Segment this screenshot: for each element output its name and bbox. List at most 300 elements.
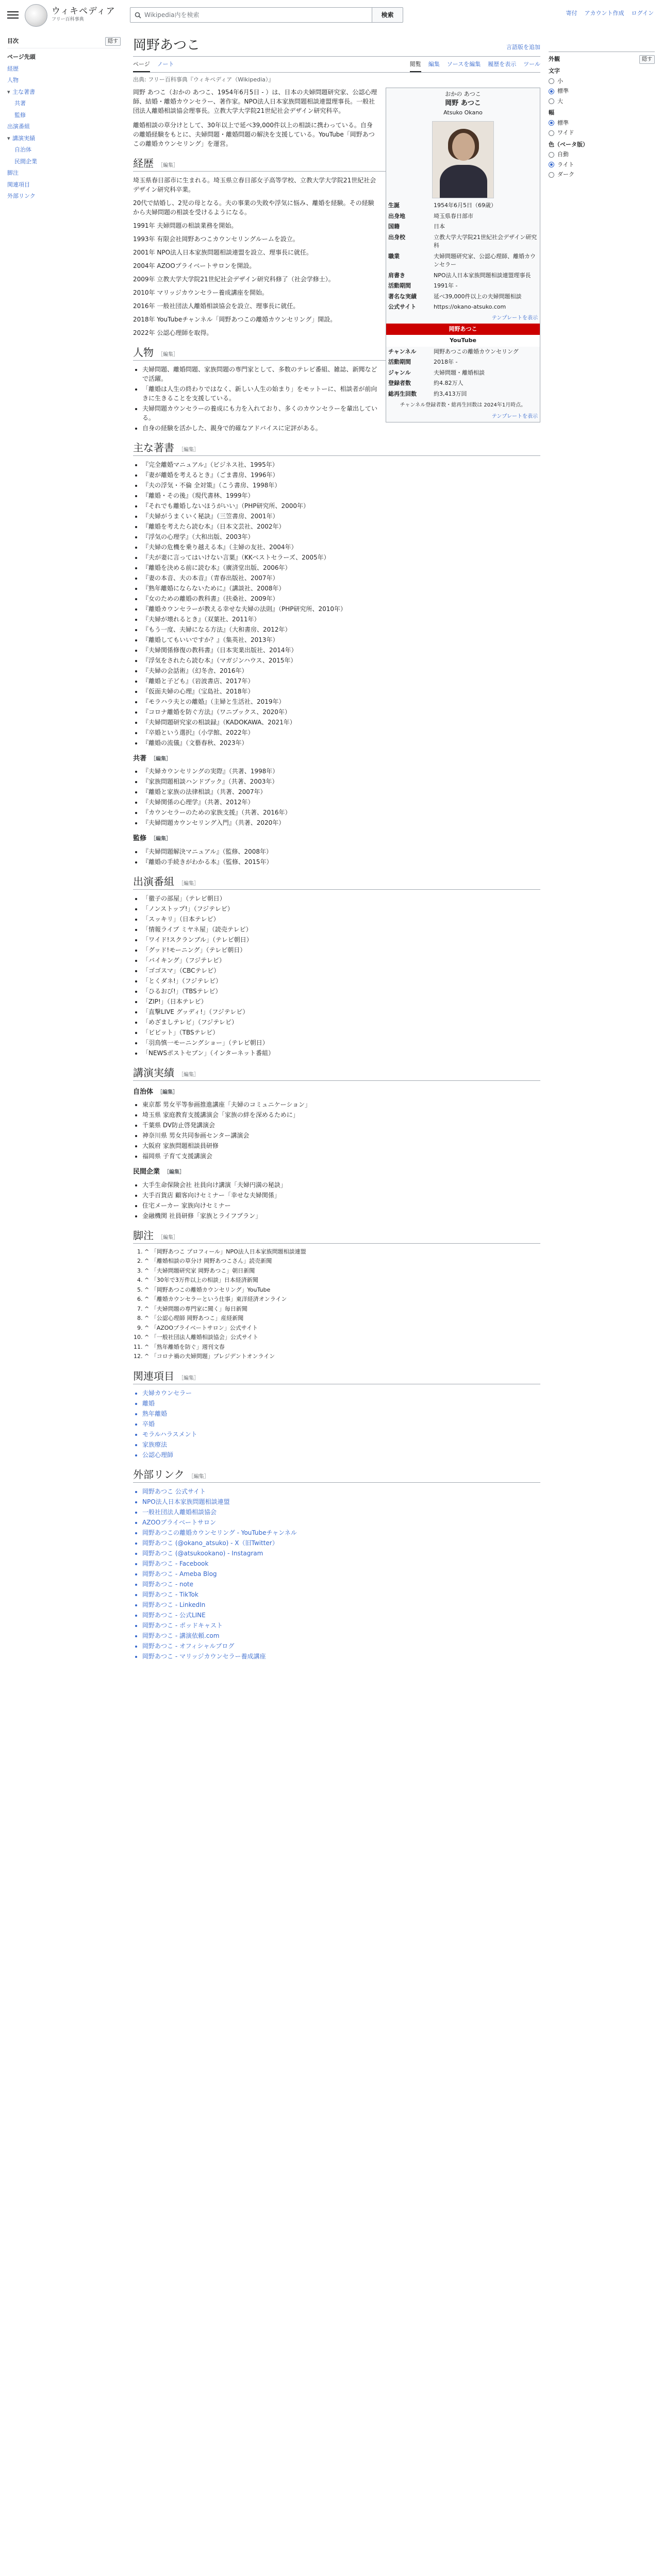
infobox-key: 活動期間: [388, 359, 411, 365]
book-item: • 『夫婦問題解決マニュアル』（監修、2008年）: [142, 847, 540, 856]
section-coauthor: [133, 754, 540, 764]
book-item: • 『夫の浮気・不倫 全対策』（こう書房、1998年）: [142, 481, 540, 490]
site-wordmark[interactable]: [52, 7, 115, 23]
edit-link[interactable]: ［編集］: [158, 1234, 178, 1241]
toc-item[interactable]: [7, 52, 121, 63]
youtube-band-subtitle: YouTube: [386, 335, 540, 347]
edit-link[interactable]: ［編集］: [178, 880, 199, 887]
section-person-title: 人物: [133, 346, 154, 359]
toc-item[interactable]: [7, 179, 121, 191]
color-option[interactable]: [549, 161, 655, 170]
infobox-value: 日本: [434, 223, 445, 230]
infobox-row: [386, 357, 540, 368]
related-link[interactable]: • モラルハラスメント: [142, 1430, 540, 1439]
text-size-option[interactable]: [549, 97, 655, 106]
toc-item-label: 講演実績: [12, 134, 35, 142]
tab-read[interactable]: 閲覧: [410, 58, 421, 73]
external-link[interactable]: • 岡野あつこの離婚カウンセリング - YouTubeチャンネル: [142, 1528, 540, 1537]
reference-item: 11. ^ 「熟年離婚を防ぐ」週刊文春: [144, 1343, 540, 1352]
gov-list: [133, 1100, 540, 1161]
section-gov-title: 自治体: [133, 1088, 154, 1096]
edit-link[interactable]: ［編集］: [157, 1089, 178, 1095]
title-row: [133, 37, 540, 57]
edit-link[interactable]: ［編集］: [188, 1473, 209, 1480]
infobox-value: 1954年6月5日（69歳）: [434, 202, 496, 209]
radio-icon[interactable]: [549, 172, 554, 178]
tab-history[interactable]: 履歴を表示: [488, 60, 517, 67]
toc-item-label: 関連項目: [7, 181, 30, 188]
infobox-key: 生誕: [388, 202, 400, 209]
infobox-key: 肩書き: [388, 272, 405, 279]
related-link[interactable]: • 熟年離婚: [142, 1409, 540, 1418]
radio-icon[interactable]: [549, 162, 554, 167]
color-option-label: ライト: [557, 161, 574, 168]
lecture-item: • 大阪府 家族問題相談員研修: [142, 1141, 540, 1150]
width-option-label: 標準: [557, 119, 569, 126]
section-supervise-title: 監修: [133, 835, 147, 842]
wordmark-tagline: フリー百科事典: [52, 17, 84, 22]
related-list: [133, 1388, 540, 1460]
infobox-value: NPO法人日本家族問題相談連盟理事長: [434, 272, 531, 279]
book-item: • 『離婚を決める前に読む本』（廣済堂出版、2006年）: [142, 563, 540, 572]
article-tagline: 出典: フリー百科事典『ウィキペディア（Wikipedia）』: [133, 76, 274, 83]
reference-item: 5. ^ 「岡野あつこの離婚カウンセリング」YouTube: [144, 1286, 540, 1295]
text-size-option-label: 小: [557, 77, 563, 84]
edit-link[interactable]: ［編集］: [164, 1170, 185, 1175]
toc-item-label: 主な著書: [12, 88, 35, 95]
career-entry: 2018年 YouTubeチャンネル「岡野あつこの離婚カウンセリング」開設。: [133, 315, 337, 323]
tab-talk[interactable]: ノート: [157, 60, 174, 67]
infobox-value: 夫婦問題研究家、公認心理師、離婚カウンセラー: [434, 252, 536, 268]
tab-edit-source[interactable]: ソースを編集: [446, 60, 481, 67]
book-item: • 『モラハラ夫との離婚』（主婦と生活社、2019年）: [142, 697, 540, 706]
infobox-row: [386, 281, 540, 292]
width-option[interactable]: [549, 119, 655, 128]
toc-item[interactable]: [7, 121, 121, 133]
reference-item: 1. ^ 「岡野あつこ プロフィール」NPO法人日本家族問題相談連盟: [144, 1248, 540, 1257]
book-item: • 『夫婦が壊れるとき』（双葉社、2011年）: [142, 615, 540, 624]
edit-link[interactable]: ［編集］: [178, 1072, 199, 1078]
notes-list: [133, 1248, 540, 1361]
appearance-hide-button[interactable]: 隠す: [639, 55, 655, 64]
lecture-item: • 千葉県 DV防止啓発講演会: [142, 1121, 540, 1130]
tab-edit[interactable]: 編集: [428, 60, 440, 67]
show-item: • 「ZIP!」（日本テレビ）: [142, 997, 540, 1006]
section-shows-title: 出演番組: [133, 875, 174, 888]
section-related: [133, 1369, 540, 1384]
add-language-button[interactable]: 言語版を追加: [506, 44, 540, 50]
book-item: • 『離婚してもいいですか？』（集英社、2013年）: [142, 635, 540, 645]
infobox-value: 夫婦問題・離婚相談: [434, 369, 485, 376]
list-item: • 夫婦問題カウンセラーの養成にも力を入れており、多くのカウンセラーを輩出している。: [142, 404, 540, 422]
external-link[interactable]: • 一般社団法人離婚相談協会: [142, 1507, 540, 1517]
user-links: [566, 9, 654, 18]
book-item: • 『離婚と子ども』（岩波書店、2017年）: [142, 676, 540, 686]
toc-item-label: 脚注: [7, 170, 19, 176]
infobox-row: [386, 302, 540, 313]
toc-item[interactable]: [7, 133, 121, 145]
section-corp-title: 民間企業: [133, 1168, 160, 1176]
book-item: • 『女のための離婚の教科書』（扶桑社、2009年）: [142, 594, 540, 603]
toc-item-label: 民間企業: [14, 158, 37, 165]
list-item: • 「離婚は人生の終わりではなく、新しい人生の始まり」をモットーに、相談者が前向きに生きることを支援している。: [142, 384, 540, 403]
toc-item[interactable]: [7, 144, 121, 156]
infobox-key: 著名な実績: [388, 293, 417, 300]
infobox-row: [386, 378, 540, 389]
lecture-item: • 金融機関 社員研修「家族とライフプラン」: [142, 1211, 540, 1221]
book-item: • 『夫婦関係の心理学』（共著、2012年）: [142, 798, 540, 807]
tab-tools[interactable]: ツール: [523, 60, 540, 67]
reference-item: 7. ^ 「夫婦問題の専門家に聞く」毎日新聞: [144, 1305, 540, 1314]
chevron-down-icon[interactable]: ▾: [7, 88, 10, 95]
tab-page[interactable]: ページ: [133, 58, 150, 73]
view-tabs: [410, 58, 540, 73]
infobox-row: [386, 251, 540, 270]
book-item: • 『夫婦の危機を乗り越える本』（主婦の友社、2004年）: [142, 543, 540, 552]
toc-title: 目次: [7, 38, 19, 44]
book-item: • 『夫が妻に言ってはいけない言葉』（KKベストセラーズ、2005年）: [142, 553, 540, 562]
external-link[interactable]: • 岡野あつこ - マリッジカウンセラー養成講座: [142, 1652, 540, 1661]
youtube-band-title: 岡野あつこ: [386, 324, 540, 335]
color-option-label: ダーク: [557, 171, 574, 178]
show-item: • 「ノンストップ!」（フジテレビ）: [142, 904, 540, 913]
career-entry: 埼玉県春日部市に生まれる。埼玉県立春日部女子高等学校、立教大学大学院21世紀社会デザイン研究科卒業。: [133, 176, 376, 193]
edit-link[interactable]: ［編集］: [158, 162, 178, 168]
career-entry: 2009年 立教大学大学院21世紀社会デザイン研究科修了（社会学修士）。: [133, 275, 335, 283]
book-item: • 『妻が離婚を考えるとき』（ごま書房、1996年）: [142, 470, 540, 480]
book-item: • 『離婚カウンセラーが教える幸せな夫婦の法則』（PHP研究所、2010年）: [142, 604, 540, 614]
related-link[interactable]: • 家族療法: [142, 1440, 540, 1449]
infobox-value: 立教大学大学院21世紀社会デザイン研究科: [434, 233, 537, 249]
external-link[interactable]: • 岡野あつこ - LinkedIn: [142, 1600, 540, 1609]
infobox-key: 登録者数: [388, 380, 411, 386]
book-item: • 『完全離婚マニュアル』（ビジネス社、1995年）: [142, 460, 540, 469]
infobox-kana: おかの あつこ: [445, 90, 481, 97]
namespace-tabs: [133, 58, 174, 73]
career-entry: 2010年 マリッジカウンセラー養成講座を開始。: [133, 289, 268, 296]
book-item: • 『卒婚という選択』（小学館、2022年）: [142, 728, 540, 737]
search-input[interactable]: [130, 7, 372, 23]
section-lectures: [133, 1066, 540, 1081]
supervise-list: [133, 847, 540, 867]
book-item: • 『家族問題相談ハンドブック』（共著、2003年）: [142, 777, 540, 786]
show-item: • 「めざましテレビ」（フジテレビ）: [142, 1018, 540, 1027]
infobox-value: https://okano-atsuko.com: [434, 303, 506, 310]
text-size-options: [549, 77, 655, 106]
radio-icon[interactable]: [549, 130, 554, 136]
radio-icon[interactable]: [549, 78, 554, 84]
book-item: • 『浮気の心理学』（大和出版、2003年）: [142, 532, 540, 541]
toc-header: [7, 37, 121, 48]
external-link[interactable]: • 岡野あつこ - Facebook: [142, 1559, 540, 1568]
show-template-link[interactable]: テンプレートを表示: [491, 315, 538, 321]
color-options: [549, 150, 655, 179]
toc-item-label: 自治体: [14, 146, 31, 153]
show-item: • 「徹子の部屋」（テレビ朝日）: [142, 894, 540, 903]
show-item: • 「羽鳥慎一モーニングショー」（テレビ朝日）: [142, 1038, 540, 1047]
lecture-item: • 大手百貨店 顧客向けセミナー「幸せな夫婦関係」: [142, 1191, 540, 1200]
lead-paragraph-2: 離婚相談の草分けとして、30年以上で延べ39,000件以上の相談に携わっている。自身の離婚経験をもとに、夫婦問題・離婚問題の解決を支援している。YouTube「岡野あつこの離婚カウンセリング」を運営。: [133, 121, 375, 147]
show-item: • 「情報ライブ ミヤネ屋」（読売テレビ）: [142, 925, 540, 934]
infobox-row: [386, 389, 540, 400]
career-entry: 1993年 有限会社岡野あつこカウンセリングルームを設立。: [133, 235, 299, 243]
section-gov: [133, 1087, 540, 1097]
toc-item[interactable]: [7, 87, 121, 98]
infobox-name: 岡野 あつこ: [445, 99, 481, 107]
infobox-english-name: Atsuko Okano: [443, 109, 483, 116]
edit-link[interactable]: ［編集］: [178, 1375, 199, 1381]
appearance-panel: [549, 52, 655, 188]
color-label: 色（ベータ版）: [549, 141, 588, 148]
donate-link[interactable]: 寄付: [566, 10, 577, 16]
radio-icon[interactable]: [549, 89, 554, 94]
search-button[interactable]: 検索: [372, 7, 403, 23]
infobox-key: 出身地: [388, 212, 405, 219]
youtube-note: チャンネル登録者数・総再生回数は 2024年1月時点。: [400, 402, 526, 408]
external-link[interactable]: • 岡野あつこ - オフィシャルブログ: [142, 1641, 540, 1651]
lecture-item: • 埼玉県 家庭教育支援講演会「家族の絆を深めるために」: [142, 1110, 540, 1120]
infobox-row: [386, 292, 540, 302]
infobox-row: [386, 232, 540, 251]
toc-list: [7, 52, 121, 202]
book-item: • 『それでも離婚しないほうがいい』（PHP研究所、2000年）: [142, 501, 540, 511]
infobox-key: 活動期間: [388, 282, 411, 289]
toc-item-label: 人物: [7, 77, 19, 83]
toc-item[interactable]: [7, 167, 121, 179]
infobox-key: 出身校: [388, 233, 405, 241]
book-item: • 『もう一度、夫婦になる方法』（大和書房、2012年）: [142, 625, 540, 634]
external-list: [133, 1487, 540, 1661]
wordmark-title: ウィキペディア: [52, 6, 115, 16]
color-option[interactable]: [549, 150, 655, 159]
book-item: • 『熟年離婚にならないために』（講談社、2008年）: [142, 584, 540, 593]
book-item: • 『離婚を考えたら読む本』（日本文芸社、2002年）: [142, 522, 540, 531]
works-list: [133, 460, 540, 748]
width-option-label: ワイド: [557, 129, 574, 136]
login-link[interactable]: ログイン: [631, 10, 654, 16]
section-shows: [133, 875, 540, 890]
search-icon: [135, 12, 141, 19]
book-item: • 『夫婦がうまくいく秘訣』（三笠書房、2001年）: [142, 512, 540, 521]
text-size-option[interactable]: [549, 77, 655, 86]
show-item: • 「バイキング」（フジテレビ）: [142, 956, 540, 965]
appearance-title: 外観: [549, 56, 560, 62]
edit-link[interactable]: ［編集］: [158, 351, 178, 358]
radio-icon[interactable]: [549, 120, 554, 126]
appearance-box: [549, 52, 655, 179]
book-item: • 『夫婦関係修復の教科書』（日本実業出版社、2014年）: [142, 646, 540, 655]
reference-item: 2. ^ 「離婚相談の草分け 岡野あつこさん」読売新聞: [144, 1257, 540, 1266]
infobox-key: 職業: [388, 252, 400, 260]
book-item: • 『夫婦問題研究家の相談録』（KADOKAWA、2021年）: [142, 718, 540, 727]
portrait-image[interactable]: [432, 121, 494, 198]
reference-item: 9. ^ 「AZOOプライベートサロン」公式サイト: [144, 1324, 540, 1333]
book-item: • 『夫婦カウンセリングの実際』（共著、1998年）: [142, 767, 540, 776]
chevron-down-icon[interactable]: ▾: [7, 134, 10, 142]
external-link[interactable]: • 岡野あつこ - 講演依頼.com: [142, 1631, 540, 1640]
toc-item-label: 出演番組: [7, 123, 30, 130]
section-notes-title: 脚注: [133, 1229, 154, 1242]
section-lectures-title: 講演実績: [133, 1066, 174, 1079]
section-career-title: 経歴: [133, 157, 154, 170]
reference-item: 10. ^ 「一般社団法人離婚相談協会」公式サイト: [144, 1333, 540, 1342]
infobox-value: 延べ39,000件以上の夫婦問題相談: [434, 293, 522, 300]
toc-item-label: ページ先頭: [7, 54, 36, 60]
toc-item[interactable]: [7, 156, 121, 168]
radio-icon[interactable]: [549, 152, 554, 158]
external-link[interactable]: • 岡野あつこ (@atsukookano) - Instagram: [142, 1549, 540, 1558]
lecture-item: • 大手生命保険会社 社員向け講演「夫婦円満の秘訣」: [142, 1180, 540, 1190]
youtube-table: [386, 347, 540, 400]
toc-item[interactable]: [7, 75, 121, 87]
section-notes: [133, 1229, 540, 1244]
book-item: • 『離婚・その後』（現代書林、1999年）: [142, 491, 540, 500]
career-entry: 1991年 夫婦問題の相談業務を開始。: [133, 222, 238, 229]
infobox-row: [386, 200, 540, 211]
external-link[interactable]: • 岡野あつこ - ポッドキャスト: [142, 1621, 540, 1630]
book-item: • 『妻の本音、夫の本音』（青春出版社、2007年）: [142, 573, 540, 583]
infobox: [386, 88, 540, 423]
show-item: • 「ひるおび!」（TBSテレビ）: [142, 987, 540, 996]
list-item: • 夫婦問題、離婚問題、家族問題の専門家として、多数のテレビ番組、雑誌、新聞などで活躍。: [142, 365, 540, 383]
section-corp: [133, 1167, 540, 1177]
reference-item: 3. ^ 「夫婦問題研究家 岡野あつこ」朝日新聞: [144, 1267, 540, 1276]
show-template-link-2[interactable]: テンプレートを表示: [491, 414, 538, 419]
lecture-item: • 福岡県 子育て支援講演会: [142, 1151, 540, 1161]
infobox-value: 約4.82万人: [434, 380, 464, 386]
infobox-key: 国籍: [388, 223, 400, 230]
related-link[interactable]: • 夫婦カウンセラー: [142, 1388, 540, 1398]
color-option[interactable]: [549, 171, 655, 179]
infobox-table: [386, 200, 540, 313]
career-entry: 2022年 公認心理師を取得。: [133, 329, 213, 336]
external-link[interactable]: • 岡野あつこ (@okano_atsuko) - X（旧Twitter）: [142, 1538, 540, 1548]
wikipedia-logo-icon[interactable]: [25, 4, 47, 27]
toc-item[interactable]: [7, 191, 121, 202]
toc-item[interactable]: [7, 98, 121, 110]
book-item: • 『コロナ離婚を防ぐ方法』（ワニブックス、2020年）: [142, 707, 540, 717]
radio-icon[interactable]: [549, 98, 554, 104]
book-item: • 『仮面夫婦の心理』（宝島社、2018年）: [142, 687, 540, 696]
text-size-option-label: 標準: [557, 88, 569, 94]
external-link[interactable]: • 岡野あつこ 公式サイト: [142, 1487, 540, 1496]
book-item: • 『夫婦の会話術』（幻冬舎、2016年）: [142, 666, 540, 675]
infobox-key: 総再生回数: [388, 390, 417, 397]
section-external: [133, 1468, 540, 1483]
width-label: 幅: [549, 109, 554, 116]
toc-item-label: 外部リンク: [7, 193, 36, 199]
related-link[interactable]: • 離婚: [142, 1399, 540, 1408]
external-link[interactable]: • 岡野あつこ - Ameba Blog: [142, 1569, 540, 1579]
reference-item: 4. ^ 「30年で3万件以上の相談」日本経済新聞: [144, 1276, 540, 1285]
show-item: • 「直撃LIVE グッディ!」（フジテレビ）: [142, 1007, 540, 1016]
section-external-title: 外部リンク: [133, 1468, 185, 1481]
infobox-key: ジャンル: [388, 369, 411, 376]
book-item: • 『離婚の流儀』（文藝春秋、2023年）: [142, 738, 540, 748]
text-size-label: 文字: [549, 67, 560, 74]
career-entry: 20代で結婚し、2児の母となる。夫の事業の失敗や浮気に悩み、離婚を経験。その経験から夫婦問題の相談を受けるようになる。: [133, 199, 374, 216]
external-link[interactable]: • 岡野あつこ - TikTok: [142, 1590, 540, 1599]
page-title: 岡野あつこ: [133, 38, 201, 53]
infobox-value: 2018年 -: [434, 359, 458, 365]
edit-link[interactable]: ［編集］: [178, 447, 199, 453]
infobox-value: 1991年 -: [434, 282, 458, 289]
infobox-value: 約3,413万回: [434, 390, 467, 397]
list-item: • 自身の経験を活かした、親身で的確なアドバイスに定評がある。: [142, 423, 540, 433]
lead-paragraph: 岡野 あつこ（おかの あつこ、1954年6月5日 - ）は、日本の夫婦問題研究家、公認心理師、結婚・離婚カウンセラー、著作家。NPO法人日本家族問題相談連盟理事長。一般社団法人離婚相談協会理事長。立教大学大学院21世紀社会デザイン研究科卒。: [133, 88, 377, 114]
section-works-title: 主な著書: [133, 441, 174, 454]
appearance-header: [549, 55, 655, 64]
book-item: • 『夫婦問題カウンセリング入門』（共著、2020年）: [142, 818, 540, 827]
related-link[interactable]: • 公認心理師: [142, 1450, 540, 1460]
career-entry: 2001年 NPO法人日本家族問題相談連盟を設立、理事長に就任。: [133, 248, 313, 256]
text-size-option-label: 大: [557, 97, 563, 105]
lecture-item: • 神奈川県 男女共同参画センター講演会: [142, 1131, 540, 1140]
toc-item-label: 経歴: [7, 65, 19, 72]
lecture-item: • 住宅メーカー 家族向けセミナー: [142, 1201, 540, 1210]
section-works: [133, 441, 540, 456]
external-link[interactable]: • NPO法人日本家族問題相談連盟: [142, 1497, 540, 1506]
section-related-title: 関連項目: [133, 1369, 174, 1382]
external-link[interactable]: • AZOOプライベートサロン: [142, 1518, 540, 1527]
toc-hide-button[interactable]: 隠す: [105, 37, 121, 46]
page-tabs: [133, 58, 540, 73]
infobox-value: 埼玉県春日部市: [434, 212, 473, 219]
book-item: • 『離婚と家族の法律相談』（共著、2007年）: [142, 787, 540, 796]
show-item: • 「ビビット」（TBSテレビ）: [142, 1028, 540, 1037]
reference-item: 8. ^ 「公認心理師 岡野あつこ」産経新聞: [144, 1314, 540, 1323]
infobox-row: [386, 222, 540, 232]
corp-list: [133, 1180, 540, 1221]
edit-link[interactable]: ［編集］: [151, 836, 172, 842]
text-size-option[interactable]: [549, 87, 655, 96]
infobox-row: [386, 347, 540, 358]
external-link[interactable]: • 岡野あつこ - note: [142, 1580, 540, 1589]
show-item: • 「ゴゴスマ」（CBCテレビ）: [142, 966, 540, 975]
table-of-contents: [7, 37, 121, 202]
section-supervise: [133, 834, 540, 844]
color-option-label: 自動: [557, 151, 569, 158]
width-options: [549, 119, 655, 138]
book-item: • 『離婚の手続きがわかる本』（監修、2015年）: [142, 857, 540, 867]
toc-item[interactable]: [7, 63, 121, 75]
width-option[interactable]: [549, 129, 655, 138]
career-entry: 2004年 AZOOプライベートサロンを開設。: [133, 262, 256, 269]
infobox-value: 岡野あつこの離婚カウンセリング: [434, 348, 519, 355]
toc-item-label: 共著: [14, 100, 26, 107]
external-link[interactable]: • 岡野あつこ - 公式LINE: [142, 1611, 540, 1620]
infobox-row: [386, 270, 540, 281]
infobox-row: [386, 211, 540, 222]
toc-item-label: 監修: [14, 111, 26, 118]
reference-item: 12. ^ 「コロナ禍の夫婦問題」プレジデントオンライン: [144, 1352, 540, 1361]
site-header: [0, 0, 662, 31]
shows-list: [133, 894, 540, 1058]
search-placeholder: Wikipedia内を検索: [144, 11, 200, 19]
related-link[interactable]: • 卒婚: [142, 1419, 540, 1429]
create-account-link[interactable]: アカウント作成: [584, 10, 624, 16]
show-item: • 「ワイド!スクランブル」（テレビ朝日）: [142, 935, 540, 944]
coauthor-list: [133, 767, 540, 827]
show-item: • 「とくダネ!」（フジテレビ）: [142, 976, 540, 986]
book-item: • 『浮気をされたら読む本』（マガジンハウス、2015年）: [142, 656, 540, 665]
main-menu-icon[interactable]: [7, 9, 19, 21]
edit-link[interactable]: ［編集］: [151, 756, 172, 762]
career-entry: 2016年 一般社団法人離婚相談協会を設立、理事長に就任。: [133, 302, 300, 310]
toc-item[interactable]: [7, 110, 121, 122]
article-main: [133, 31, 540, 1666]
infobox-row: [386, 368, 540, 379]
